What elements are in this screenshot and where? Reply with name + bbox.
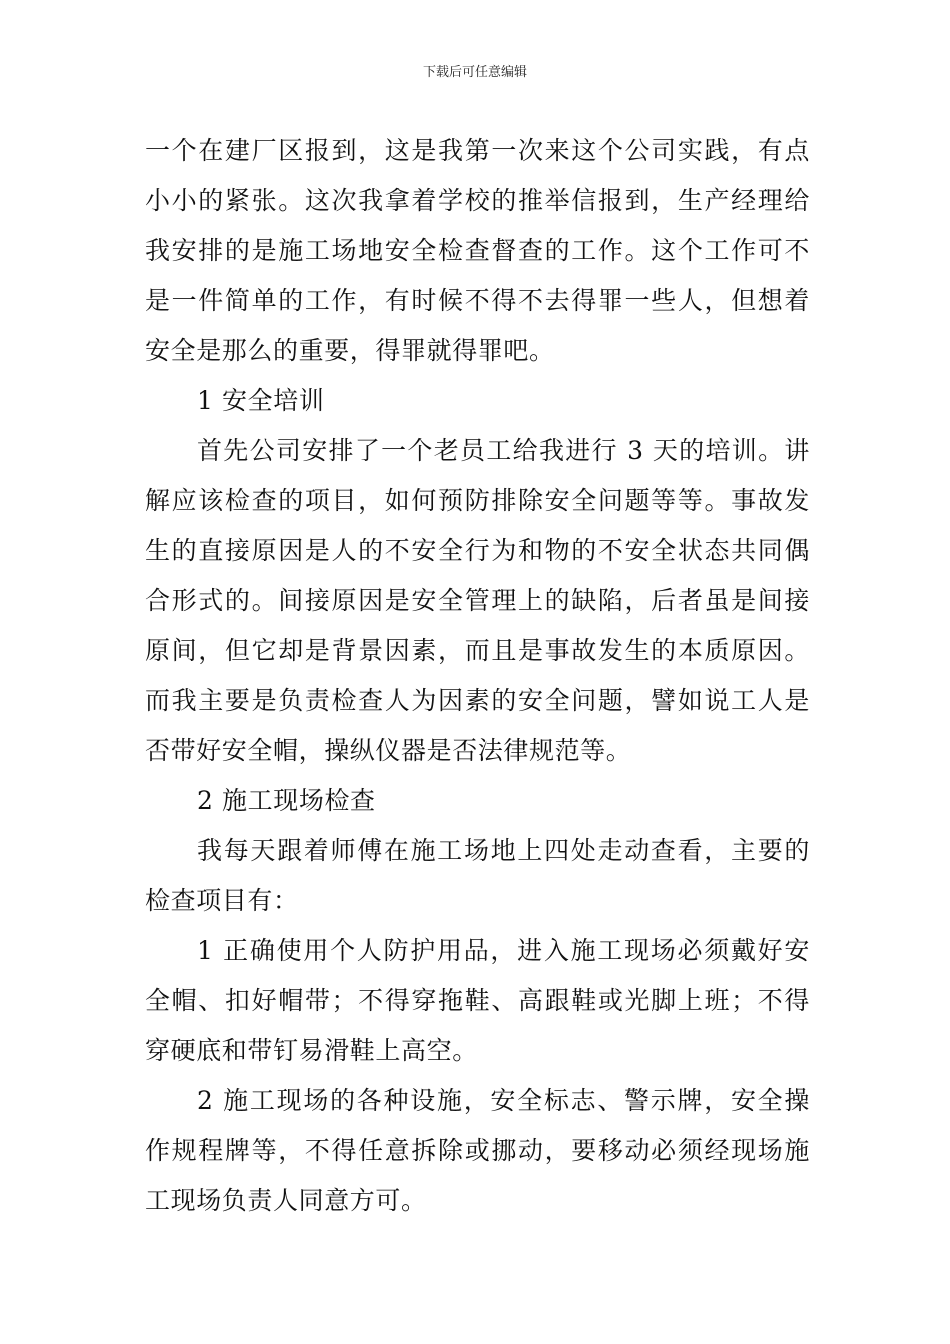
- paragraph-item-2: 2 施工现场的各种设施，安全标志、警示牌，安全操作规程牌等，不得任意拆除或挪动，要移动必须经现场施工现场负责人同意方可。: [145, 1086, 810, 1215]
- paragraph-training: 首先公司安排了一个老员工给我进行 3 天的培训。讲解应该检查的项目，如何预防排除安全问题等等。事故发生的直接原因是人的不安全行为和物的不安全状态共同偶合形式的。间接原因是安全管理上的缺陷，后者虽是间接原间，但它却是背景因素，而且是事故发生的本质原因。而我主要是负责检查人为因素的安全问题，譬如说工人是否带好安全帽，操纵仪器是否法律规范等。: [145, 436, 810, 765]
- document-body: [145, 126, 810, 1226]
- paragraph-item-1: 1 正确使用个人防护用品，进入施工现场必须戴好安全帽、扣好帽带；不得穿拖鞋、高跟鞋或光脚上班；不得穿硬底和带钉易滑鞋上高空。: [145, 936, 810, 1065]
- paragraph-continued: 一个在建厂区报到，这是我第一次来这个公司实践，有点小小的紧张。这次我拿着学校的推举信报到，生产经理给我安排的是施工场地安全检查督查的工作。这个工作可不是一件简单的工作，有时候不得不去得罪一些人，但想着安全是那么的重要，得罪就得罪吧。: [145, 136, 810, 365]
- section-heading-safety-training: 1 安全培训: [197, 386, 325, 415]
- page-header: 下载后可任意编辑: [422, 65, 527, 80]
- paragraph-inspection-intro: 我每天跟着师傅在施工场地上四处走动查看，主要的检查项目有：: [145, 836, 810, 915]
- section-heading-site-inspection: 2 施工现场检查: [197, 786, 376, 815]
